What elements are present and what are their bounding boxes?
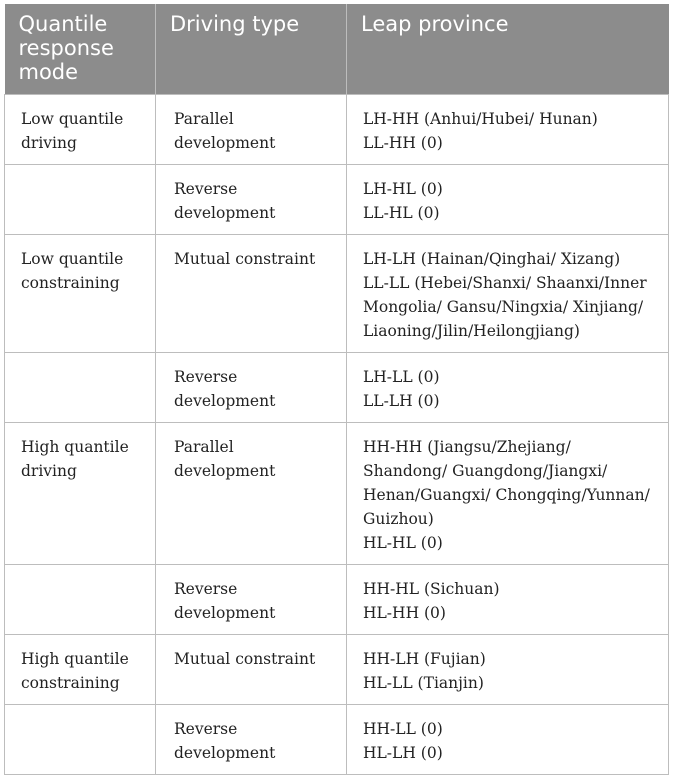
cell-driving-type: Parallel development [156,95,347,165]
province-line: HH-LH (Fujian) [363,650,486,668]
header-driving-type: Driving type [156,4,347,95]
cell-leap-province [347,423,669,565]
cell-mode [5,705,156,775]
cell-leap-province [347,165,669,235]
cell-mode: Low quantile driving [5,95,156,165]
cell-driving-type: Reverse development [156,705,347,775]
cell-mode [5,353,156,423]
table-row [5,353,669,423]
table-row [5,635,669,705]
cell-mode: Low quantile constraining [5,235,156,353]
province-line: HL-HL (0) [363,534,443,552]
table-row [5,705,669,775]
cell-driving-type: Parallel development [156,423,347,565]
table-row [5,423,669,565]
province-line: LH-LL (0) [363,368,440,386]
cell-leap-province [347,635,669,705]
province-line: HL-LL (Tianjin) [363,674,484,692]
table-row [5,565,669,635]
province-line: LL-HH (0) [363,134,443,152]
table-row [5,235,669,353]
cell-driving-type: Mutual constraint [156,635,347,705]
table-row [5,95,669,165]
province-line: HH-HH (Jiangsu/Zhejiang/ Shandong/ Guangdong/Jiangxi/ Henan/Guangxi/ Chongqing/Yunnan/ Guizhou) [363,438,650,528]
header-quantile-response-mode: Quantile response mode [5,4,156,95]
province-line: LH-HL (0) [363,180,443,198]
data-table-container [4,4,668,775]
cell-leap-province [347,353,669,423]
table-row [5,165,669,235]
cell-mode: High quantile driving [5,423,156,565]
cell-mode [5,565,156,635]
province-line: LH-HH (Anhui/Hubei/ Hunan) [363,110,598,128]
province-line: LL-LL (Hebei/Shanxi/ Shaanxi/Inner Mongolia/ Gansu/Ningxia/ Xinjiang/ Liaoning/Jilin/Heilongjiang) [363,274,647,340]
province-line: HL-HH (0) [363,604,446,622]
province-line: HL-LH (0) [363,744,443,762]
province-line: HH-HL (Sichuan) [363,580,500,598]
cell-driving-type: Mutual constraint [156,235,347,353]
cell-driving-type: Reverse development [156,165,347,235]
header-row [5,4,669,95]
cell-leap-province [347,705,669,775]
province-line: HH-LL (0) [363,720,443,738]
cell-driving-type: Reverse development [156,565,347,635]
cell-leap-province [347,565,669,635]
cell-leap-province [347,235,669,353]
leap-province-table [4,4,669,775]
province-line: LL-LH (0) [363,392,440,410]
header-leap-province: Leap province [347,4,669,95]
province-line: LL-HL (0) [363,204,440,222]
cell-mode: High quantile constraining [5,635,156,705]
province-line: LH-LH (Hainan/Qinghai/ Xizang) [363,250,621,268]
cell-driving-type: Reverse development [156,353,347,423]
cell-leap-province [347,95,669,165]
cell-mode [5,165,156,235]
